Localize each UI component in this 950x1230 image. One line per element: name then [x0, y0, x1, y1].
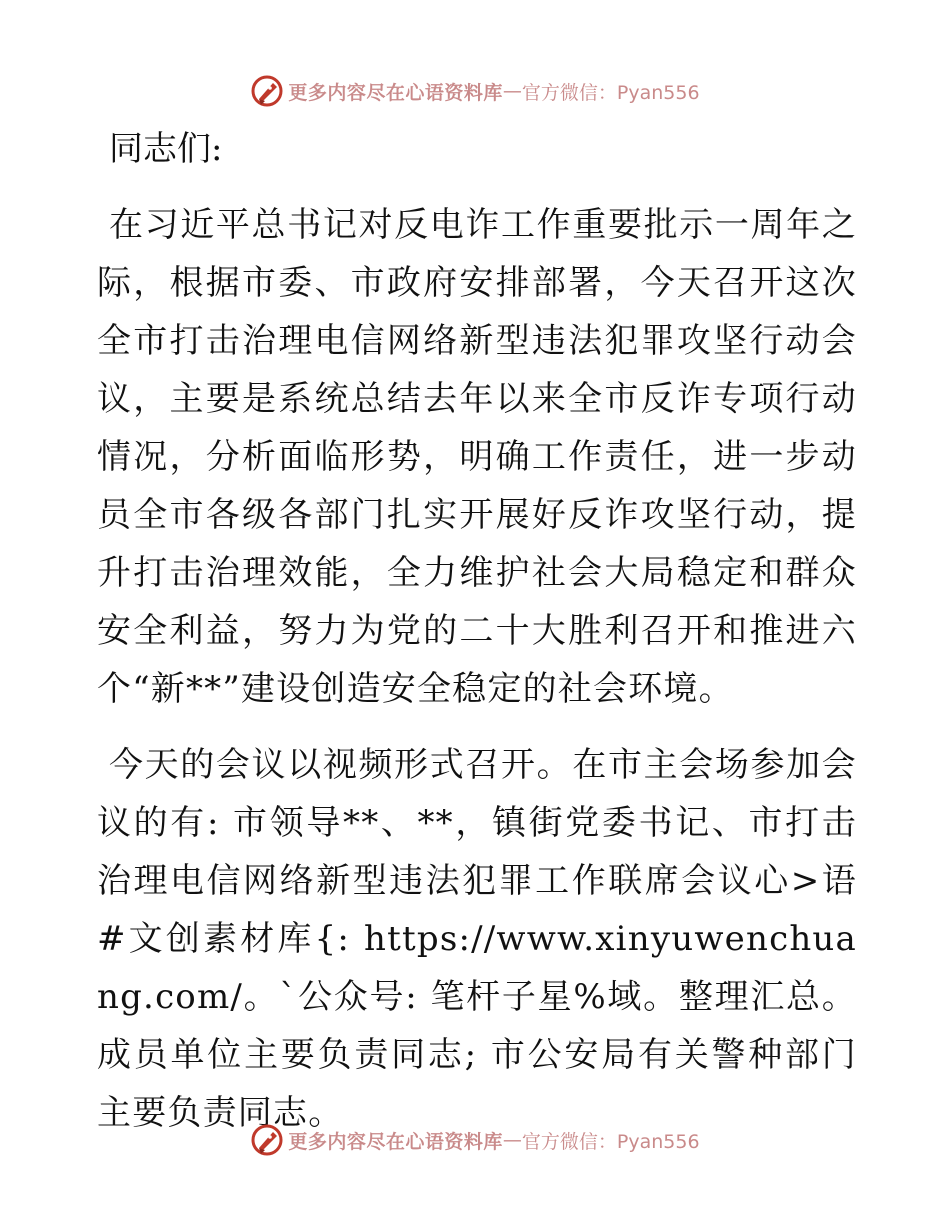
banner-title: 更多内容尽在心语资料库 — [288, 1130, 503, 1153]
letter-greeting: 同志们: — [109, 129, 223, 169]
document-body — [97, 120, 857, 1160]
footer-watermark-banner — [0, 1118, 950, 1162]
paragraph-attendees: 今天的会议以视频形式召开。在市主会场参加会议的有: 市领导**、**，镇街党委书记、市打击治理电信网络新型违法犯罪工作联席会议心>语#文创素材库{: https://www.xinyuwenchuang.com/。`公众号: 笔杆子星%域。整理汇总。成员单位主要负责同志; 市公安局有关警种部门主要负责同志。 — [97, 745, 857, 1133]
header-watermark-banner — [0, 69, 950, 113]
banner-separator: — — [502, 1129, 522, 1151]
banner-title: 更多内容尽在心语资料库 — [288, 81, 503, 104]
banner-separator: — — [502, 80, 522, 102]
pen-nib-logo-icon — [250, 74, 284, 108]
banner-wechat-id: 官方微信：Pyan556 — [521, 1130, 700, 1153]
banner-wechat-id: 官方微信：Pyan556 — [521, 81, 700, 104]
paragraph-opening: 在习近平总书记对反电诈工作重要批示一周年之际，根据市委、市政府安排部署，今天召开这次全市打击治理电信网络新型违法犯罪攻坚行动会议，主要是系统总结去年以来全市反诈专项行动情况，分析面临形势，明确工作责任，进一步动员全市各级各部门扎实开展好反诈攻坚行动，提升打击治理效能，全力维护社会大局稳定和群众安全利益，努力为党的二十大胜利召开和推进六个“新**”建设创造安全稳定的社会环境。 — [97, 205, 857, 709]
pen-nib-logo-icon — [250, 1123, 284, 1157]
